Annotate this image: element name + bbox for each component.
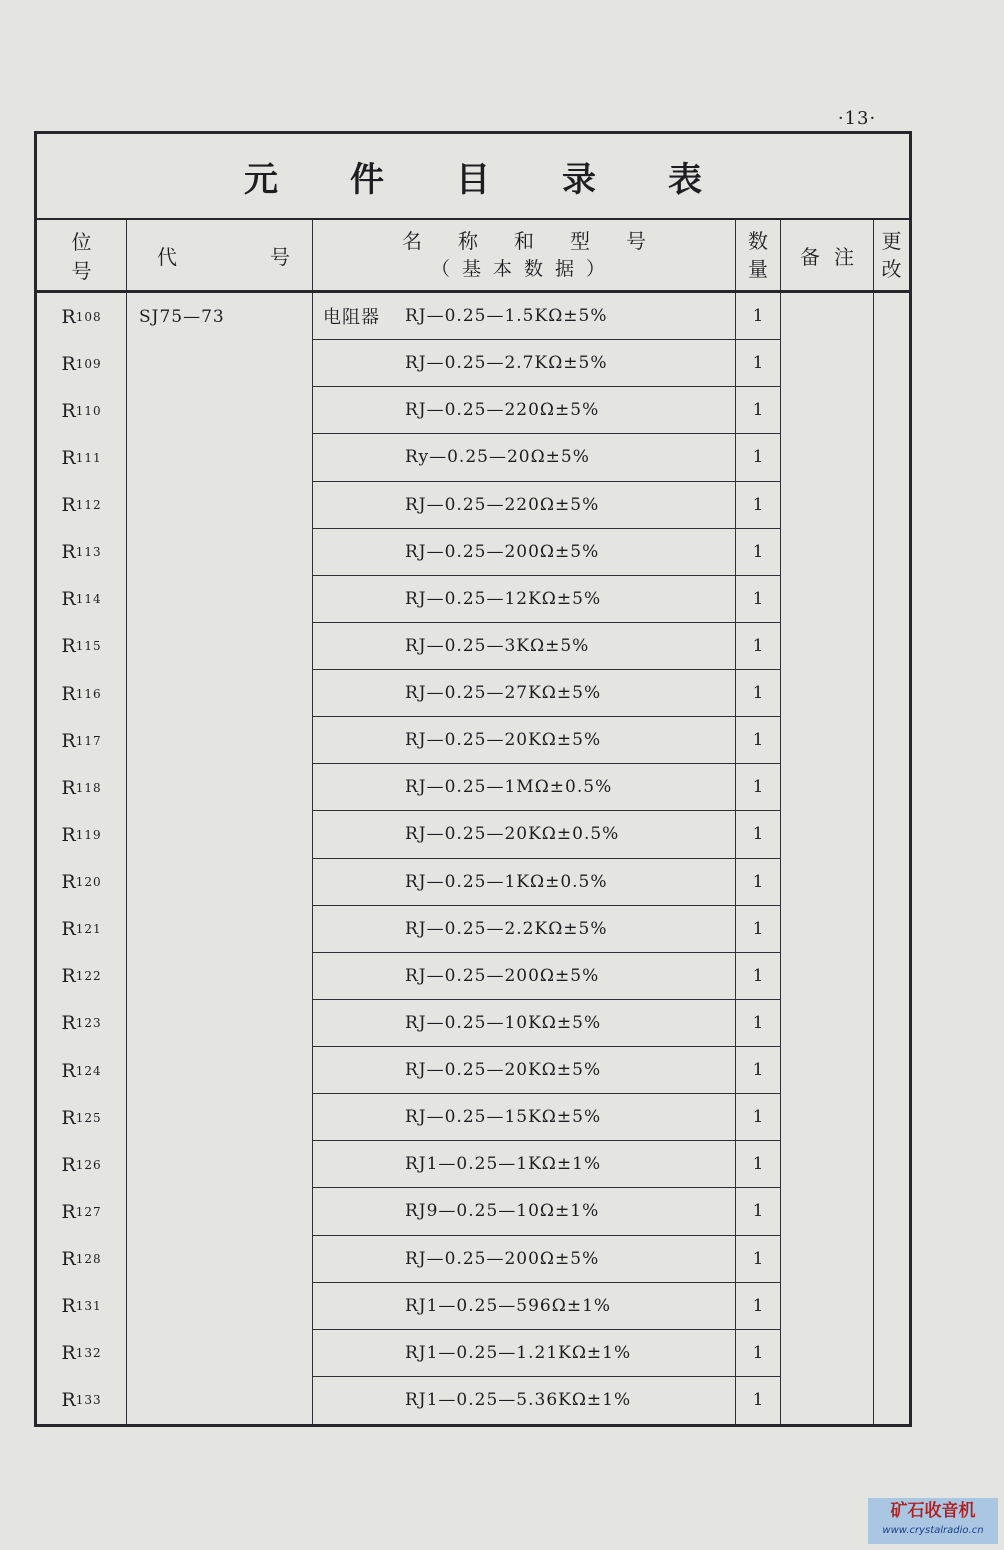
component-spec: RJ9—0.25—10Ω±1%	[405, 1201, 600, 1222]
cell-change	[874, 811, 909, 858]
table-row	[37, 482, 909, 529]
cell-remark	[781, 906, 874, 953]
position-subscript: 112	[75, 498, 102, 513]
component-spec: RJ1—0.25—596Ω±1%	[405, 1295, 612, 1316]
cell-code	[127, 1377, 313, 1424]
cell-position	[37, 293, 127, 340]
quantity-value: 1	[752, 1154, 764, 1175]
table-row	[37, 859, 909, 906]
header-quantity-line2: 量	[748, 257, 768, 281]
cell-quantity	[736, 811, 781, 858]
component-spec: RJ—0.25—2.2KΩ±5%	[405, 918, 608, 939]
cell-code	[127, 482, 313, 529]
cell-change	[874, 1047, 909, 1094]
quantity-value: 1	[752, 1390, 764, 1411]
cell-code	[127, 1141, 313, 1188]
cell-code	[127, 623, 313, 670]
position-subscript: 115	[75, 639, 102, 654]
position-subscript: 109	[75, 356, 102, 371]
cell-position	[37, 1188, 127, 1235]
quantity-value: 1	[752, 353, 764, 374]
cell-remark	[781, 340, 874, 387]
cell-name-and-model	[313, 387, 736, 434]
quantity-value: 1	[752, 494, 764, 515]
cell-position	[37, 1283, 127, 1330]
table-row	[37, 953, 909, 1000]
table-row	[37, 340, 909, 387]
cell-quantity	[736, 1141, 781, 1188]
cell-remark	[781, 953, 874, 1000]
cell-position	[37, 859, 127, 906]
cell-quantity	[736, 1283, 781, 1330]
cell-change	[874, 482, 909, 529]
header-code-label-right: 号	[270, 244, 290, 269]
component-catalog-table	[34, 131, 912, 1427]
position-letter: R	[61, 918, 76, 941]
cell-position	[37, 1047, 127, 1094]
position-letter: R	[61, 1153, 76, 1176]
header-name-line2: （基本数据）	[430, 258, 617, 280]
position-subscript: 123	[75, 1016, 102, 1031]
cell-code	[127, 529, 313, 576]
cell-name-and-model	[313, 670, 736, 717]
cell-quantity	[736, 576, 781, 623]
position-subscript: 110	[75, 403, 102, 418]
table-row	[37, 1047, 909, 1094]
cell-position	[37, 623, 127, 670]
cell-name-and-model	[313, 482, 736, 529]
quantity-value: 1	[752, 541, 764, 562]
cell-code	[127, 293, 313, 340]
position-subscript: 118	[75, 780, 102, 795]
cell-code	[127, 717, 313, 764]
cell-remark	[781, 434, 874, 481]
cell-code	[127, 576, 313, 623]
header-remark-label: 备注	[800, 244, 868, 269]
cell-code	[127, 1283, 313, 1330]
cell-quantity	[736, 1188, 781, 1235]
quantity-value: 1	[752, 1012, 764, 1033]
position-subscript: 117	[75, 733, 102, 748]
cell-quantity	[736, 529, 781, 576]
cell-remark	[781, 1330, 874, 1377]
position-letter: R	[61, 1012, 76, 1035]
cell-position	[37, 1141, 127, 1188]
cell-code	[127, 859, 313, 906]
quantity-value: 1	[752, 965, 764, 986]
cell-name-and-model	[313, 811, 736, 858]
cell-change	[874, 764, 909, 811]
quantity-value: 1	[752, 1107, 764, 1128]
cell-code	[127, 340, 313, 387]
table-header-row	[37, 220, 909, 293]
position-letter: R	[61, 588, 76, 611]
cell-remark	[781, 576, 874, 623]
cell-name-and-model	[313, 1094, 736, 1141]
cell-position	[37, 482, 127, 529]
cell-name-and-model	[313, 293, 736, 340]
cell-name-and-model	[313, 576, 736, 623]
table-row	[37, 1188, 909, 1235]
position-letter: R	[61, 541, 76, 564]
cell-quantity	[736, 623, 781, 670]
quantity-value: 1	[752, 588, 764, 609]
cell-quantity	[736, 1236, 781, 1283]
cell-change	[874, 387, 909, 434]
cell-code	[127, 1330, 313, 1377]
cell-remark	[781, 859, 874, 906]
cell-remark	[781, 1283, 874, 1330]
table-row	[37, 293, 909, 340]
position-letter: R	[61, 1106, 76, 1129]
cell-name-and-model	[313, 1000, 736, 1047]
table-row	[37, 529, 909, 576]
cell-name-and-model	[313, 1330, 736, 1377]
position-letter: R	[61, 446, 76, 469]
position-letter: R	[61, 305, 76, 328]
position-letter: R	[61, 682, 76, 705]
component-spec: RJ1—0.25—5.36KΩ±1%	[405, 1390, 632, 1411]
cell-position	[37, 1236, 127, 1283]
cell-change	[874, 1236, 909, 1283]
component-spec: RJ1—0.25—1.21KΩ±1%	[405, 1342, 632, 1363]
position-subscript: 111	[75, 450, 102, 465]
cell-remark	[781, 1236, 874, 1283]
position-letter: R	[61, 494, 76, 517]
cell-remark	[781, 1047, 874, 1094]
cell-change	[874, 293, 909, 340]
cell-change	[874, 529, 909, 576]
position-letter: R	[61, 1200, 76, 1223]
quantity-value: 1	[752, 824, 764, 845]
cell-quantity	[736, 1047, 781, 1094]
position-letter: R	[61, 1248, 76, 1271]
component-spec: RJ—0.25—220Ω±5%	[405, 400, 600, 421]
cell-name-and-model	[313, 1283, 736, 1330]
component-spec: RJ—0.25—1.5KΩ±5%	[405, 306, 608, 327]
cell-name-and-model	[313, 1047, 736, 1094]
cell-quantity	[736, 717, 781, 764]
quantity-value: 1	[752, 918, 764, 939]
cell-position	[37, 1000, 127, 1047]
cell-position	[37, 387, 127, 434]
position-subscript: 119	[75, 827, 102, 842]
position-subscript: 121	[75, 922, 102, 937]
position-letter: R	[61, 1342, 76, 1365]
component-spec: Ry—0.25—20Ω±5%	[405, 447, 590, 468]
cell-name-and-model	[313, 1236, 736, 1283]
cell-code	[127, 811, 313, 858]
component-spec: RJ—0.25—200Ω±5%	[405, 965, 600, 986]
header-change	[874, 220, 909, 290]
cell-position	[37, 340, 127, 387]
position-letter: R	[61, 965, 76, 988]
quantity-value: 1	[752, 871, 764, 892]
component-spec: RJ—0.25—20KΩ±5%	[405, 730, 602, 751]
component-spec: RJ—0.25—20KΩ±0.5%	[405, 824, 620, 845]
table-row	[37, 764, 909, 811]
cell-code	[127, 1188, 313, 1235]
cell-name-and-model	[313, 859, 736, 906]
cell-position	[37, 1377, 127, 1424]
cell-code	[127, 906, 313, 953]
position-subscript: 120	[75, 875, 102, 890]
cell-remark	[781, 670, 874, 717]
component-spec: RJ—0.25—12KΩ±5%	[405, 588, 602, 609]
cell-change	[874, 340, 909, 387]
table-row	[37, 623, 909, 670]
cell-quantity	[736, 1330, 781, 1377]
cell-change	[874, 953, 909, 1000]
cell-remark	[781, 1188, 874, 1235]
quantity-value: 1	[752, 683, 764, 704]
position-subscript: 128	[75, 1252, 102, 1267]
component-spec: RJ—0.25—15KΩ±5%	[405, 1107, 602, 1128]
cell-code	[127, 1094, 313, 1141]
component-spec: RJ—0.25—3KΩ±5%	[405, 635, 590, 656]
cell-change	[874, 906, 909, 953]
quantity-value: 1	[752, 400, 764, 421]
position-subscript: 132	[75, 1346, 102, 1361]
cell-code	[127, 387, 313, 434]
cell-change	[874, 623, 909, 670]
cell-code	[127, 1000, 313, 1047]
cell-remark	[781, 482, 874, 529]
position-letter: R	[61, 871, 76, 894]
quantity-value: 1	[752, 1342, 764, 1363]
position-letter: R	[61, 635, 76, 658]
cell-remark	[781, 717, 874, 764]
table-body	[37, 293, 909, 1424]
component-spec: RJ—0.25—200Ω±5%	[405, 1248, 600, 1269]
header-quantity	[736, 220, 781, 290]
table-row	[37, 1141, 909, 1188]
cell-quantity	[736, 1000, 781, 1047]
cell-position	[37, 906, 127, 953]
table-row	[37, 1283, 909, 1330]
position-letter: R	[61, 352, 76, 375]
cell-quantity	[736, 859, 781, 906]
table-row	[37, 1377, 909, 1424]
cell-name-and-model	[313, 1188, 736, 1235]
table-row	[37, 576, 909, 623]
cell-name-and-model	[313, 1377, 736, 1424]
table-row	[37, 906, 909, 953]
position-subscript: 116	[75, 686, 102, 701]
cell-change	[874, 1000, 909, 1047]
cell-position	[37, 670, 127, 717]
header-name-line1: 名称和型号	[402, 229, 682, 253]
table-row	[37, 670, 909, 717]
table-row	[37, 1094, 909, 1141]
component-spec: RJ1—0.25—1KΩ±1%	[405, 1154, 602, 1175]
component-spec: RJ—0.25—200Ω±5%	[405, 541, 600, 562]
header-change-line2: 改	[881, 257, 902, 281]
quantity-value: 1	[752, 730, 764, 751]
table-row	[37, 1236, 909, 1283]
cell-remark	[781, 387, 874, 434]
cell-position	[37, 764, 127, 811]
quantity-value: 1	[752, 1248, 764, 1269]
cell-change	[874, 1330, 909, 1377]
watermark-title: 矿石收音机	[890, 1501, 976, 1521]
code-value: SJ75—73	[139, 306, 225, 327]
component-spec: RJ—0.25—2.7KΩ±5%	[405, 353, 608, 374]
position-letter: R	[61, 729, 76, 752]
site-watermark	[868, 1498, 998, 1544]
table-title: 元件目录表	[37, 134, 909, 220]
cell-remark	[781, 529, 874, 576]
cell-remark	[781, 811, 874, 858]
component-spec: RJ—0.25—1KΩ±0.5%	[405, 871, 608, 892]
cell-remark	[781, 1141, 874, 1188]
cell-name-and-model	[313, 764, 736, 811]
cell-quantity	[736, 1094, 781, 1141]
cell-name-and-model	[313, 1141, 736, 1188]
cell-quantity	[736, 482, 781, 529]
position-subscript: 127	[75, 1204, 102, 1219]
cell-position	[37, 1094, 127, 1141]
watermark-url: www.crystalradio.cn	[882, 1525, 984, 1536]
header-position	[37, 220, 127, 290]
cell-name-and-model	[313, 340, 736, 387]
cell-position	[37, 529, 127, 576]
cell-position	[37, 1330, 127, 1377]
component-spec: RJ—0.25—27KΩ±5%	[405, 683, 602, 704]
header-code-label-left: 代	[157, 244, 177, 269]
position-subscript: 122	[75, 969, 102, 984]
cell-code	[127, 434, 313, 481]
quantity-value: 1	[752, 777, 764, 798]
cell-name-and-model	[313, 906, 736, 953]
table-row	[37, 1330, 909, 1377]
cell-name-and-model	[313, 529, 736, 576]
position-subscript: 108	[75, 309, 102, 324]
component-spec: RJ—0.25—220Ω±5%	[405, 494, 600, 515]
cell-code	[127, 764, 313, 811]
cell-change	[874, 1377, 909, 1424]
table-row	[37, 717, 909, 764]
cell-remark	[781, 1000, 874, 1047]
position-letter: R	[61, 399, 76, 422]
cell-code	[127, 670, 313, 717]
cell-change	[874, 670, 909, 717]
cell-remark	[781, 764, 874, 811]
cell-change	[874, 576, 909, 623]
position-letter: R	[61, 823, 76, 846]
cell-quantity	[736, 764, 781, 811]
position-subscript: 131	[75, 1299, 102, 1314]
cell-change	[874, 717, 909, 764]
cell-quantity	[736, 906, 781, 953]
cell-remark	[781, 1094, 874, 1141]
cell-position	[37, 717, 127, 764]
header-code	[127, 220, 313, 290]
header-position-label: 位号	[71, 230, 112, 283]
position-subscript: 126	[75, 1157, 102, 1172]
component-spec: RJ—0.25—1MΩ±0.5%	[405, 777, 613, 798]
position-subscript: 113	[75, 545, 102, 560]
cell-quantity	[736, 340, 781, 387]
position-letter: R	[61, 1295, 76, 1318]
cell-change	[874, 859, 909, 906]
component-spec: RJ—0.25—20KΩ±5%	[405, 1060, 602, 1081]
cell-name-and-model	[313, 953, 736, 1000]
cell-name-and-model	[313, 434, 736, 481]
cell-change	[874, 1094, 909, 1141]
position-subscript: 114	[75, 592, 102, 607]
cell-change	[874, 434, 909, 481]
header-name-and-model	[313, 220, 736, 290]
cell-quantity	[736, 953, 781, 1000]
cell-quantity	[736, 387, 781, 434]
cell-code	[127, 1236, 313, 1283]
table-row	[37, 434, 909, 481]
table-row	[37, 811, 909, 858]
table-row	[37, 1000, 909, 1047]
cell-position	[37, 953, 127, 1000]
position-letter: R	[61, 1389, 76, 1412]
cell-quantity	[736, 434, 781, 481]
cell-quantity	[736, 293, 781, 340]
cell-name-and-model	[313, 623, 736, 670]
cell-name-and-model	[313, 717, 736, 764]
quantity-value: 1	[752, 635, 764, 656]
quantity-value: 1	[752, 1295, 764, 1316]
quantity-value: 1	[752, 447, 764, 468]
table-row	[37, 387, 909, 434]
component-spec: RJ—0.25—10KΩ±5%	[405, 1012, 602, 1033]
position-letter: R	[61, 1059, 76, 1082]
cell-position	[37, 434, 127, 481]
cell-change	[874, 1283, 909, 1330]
cell-code	[127, 1047, 313, 1094]
component-category: 电阻器	[323, 307, 380, 329]
header-change-line1: 更	[881, 229, 902, 253]
quantity-value: 1	[752, 1060, 764, 1081]
position-subscript: 133	[75, 1393, 102, 1408]
cell-code	[127, 953, 313, 1000]
cell-remark	[781, 1377, 874, 1424]
position-subscript: 125	[75, 1110, 102, 1125]
position-subscript: 124	[75, 1063, 102, 1078]
quantity-value: 1	[752, 306, 764, 327]
cell-quantity	[736, 1377, 781, 1424]
cell-change	[874, 1188, 909, 1235]
quantity-value: 1	[752, 1201, 764, 1222]
cell-position	[37, 576, 127, 623]
cell-change	[874, 1141, 909, 1188]
cell-remark	[781, 623, 874, 670]
header-quantity-line1: 数	[748, 229, 768, 253]
page-number: ·13·	[837, 108, 877, 129]
cell-remark	[781, 293, 874, 340]
position-letter: R	[61, 776, 76, 799]
cell-quantity	[736, 670, 781, 717]
header-remark	[781, 220, 874, 290]
cell-position	[37, 811, 127, 858]
